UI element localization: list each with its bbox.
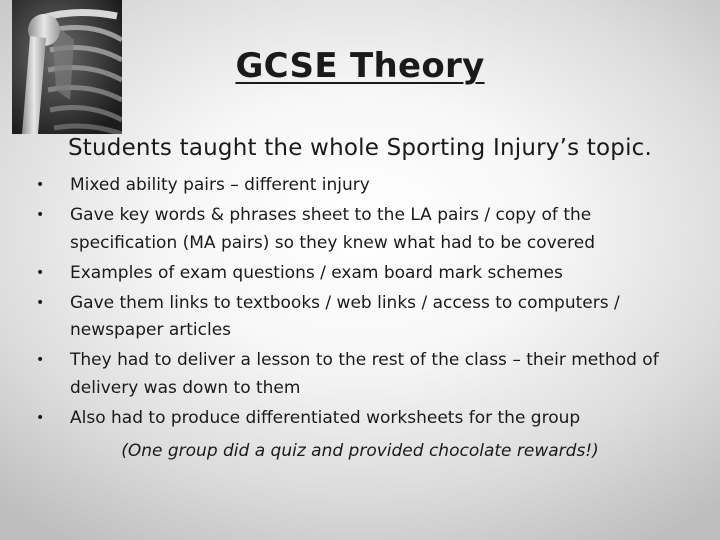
- bullet-icon: •: [36, 352, 45, 368]
- slide-note: (One group did a quiz and provided chocolate rewards!): [121, 441, 599, 461]
- bullet-list: [8, 172, 698, 435]
- bullet-text: Gave them links to textbooks / web links / access to computers / newspaper articles: [70, 292, 620, 340]
- bullet-text: Also had to produce differentiated worksheets for the group: [70, 407, 581, 428]
- bullet-icon: •: [36, 294, 45, 311]
- bullet-icon: •: [36, 177, 45, 193]
- bullet-text: Mixed ability pairs – different injury: [70, 175, 370, 195]
- bullet-item: [8, 172, 698, 200]
- bullet-item: [8, 202, 698, 257]
- bullet-text: Examples of exam questions / exam board mark schemes: [70, 262, 563, 283]
- bullet-icon: •: [36, 207, 45, 223]
- shoulder-xray-image: [12, 0, 122, 134]
- slide-subtitle: Students taught the whole Sporting Injury’s topic.: [67, 135, 653, 161]
- bullet-text: Gave key words & phrases sheet to the LA pairs / copy of the specification (MA pairs) so they knew what had to be covered: [70, 205, 595, 253]
- bullet-text: They had to deliver a lesson to the rest of the class – their method of delivery was down to them: [70, 350, 659, 398]
- bullet-icon: •: [36, 409, 45, 426]
- bullet-item: [8, 347, 698, 402]
- bullet-icon: •: [36, 264, 45, 281]
- bullet-item: [8, 405, 698, 433]
- bullet-item: [8, 290, 698, 345]
- bullet-item: [8, 260, 698, 288]
- slide-title: GCSE Theory: [235, 46, 485, 86]
